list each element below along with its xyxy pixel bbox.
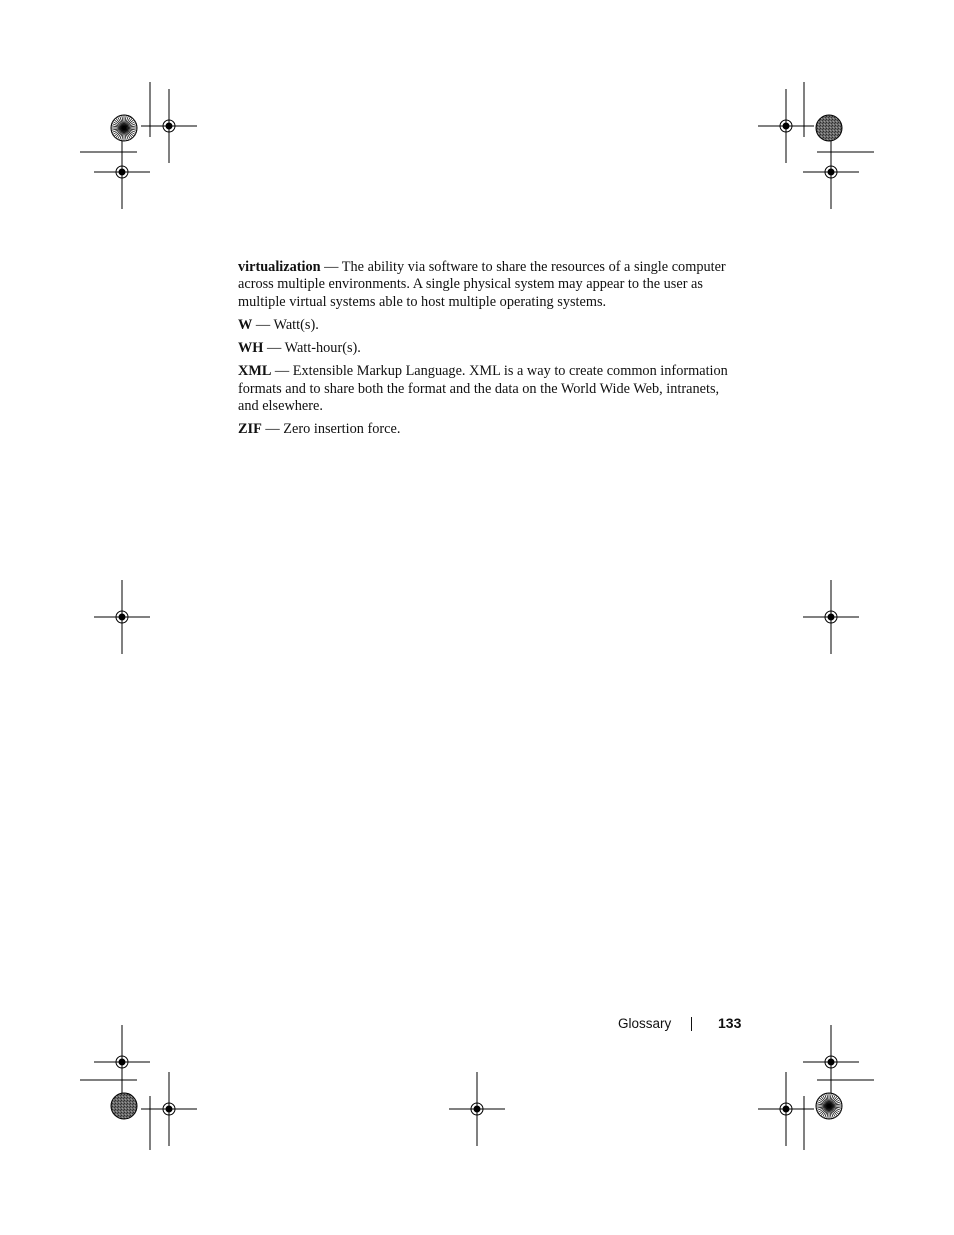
registration-target-dot	[828, 169, 834, 175]
glossary-term: WH	[238, 340, 264, 357]
registration-target-dot	[119, 169, 125, 175]
footer-section-label: Glossary	[618, 1016, 672, 1031]
glossary-entry-wh	[238, 340, 738, 357]
page-footer	[590, 1014, 742, 1036]
glossary-definition: — Watt(s).	[252, 316, 319, 333]
glossary-content	[238, 259, 738, 445]
registration-target-dot	[783, 1106, 789, 1112]
glossary-term: virtualization	[238, 259, 321, 275]
registration-grain-disc	[111, 1093, 137, 1119]
registration-grain-disc	[816, 115, 842, 141]
glossary-term: XML	[238, 363, 272, 380]
registration-target-dot	[119, 614, 125, 620]
registration-target-dot	[783, 123, 789, 129]
glossary-definition: — Zero insertion force.	[261, 421, 401, 438]
footer-divider	[691, 1017, 692, 1031]
glossary-definition: — Extensible Markup Language. XML is a way to create common information formats and to share both the format and the data on the World Wide Web, intranets, and elsewhere.	[238, 363, 728, 415]
glossary-entry-zif	[238, 421, 738, 438]
registration-target-dot	[166, 123, 172, 129]
registration-target-dot	[828, 1059, 834, 1065]
registration-target-dot	[474, 1106, 480, 1112]
glossary-term: ZIF	[238, 421, 262, 438]
glossary-term: W	[238, 316, 253, 333]
glossary-entry-xml	[238, 363, 738, 415]
registration-target-dot	[166, 1106, 172, 1112]
glossary-definition: — Watt-hour(s).	[263, 340, 361, 357]
glossary-entry-w	[238, 317, 738, 334]
registration-target-dot	[828, 614, 834, 620]
glossary-definition: — The ability via software to share the resources of a single computer across multiple environments. A single physical system may appear to the user as multiple virtual systems able to host multiple operating systems.	[238, 259, 726, 310]
page-number: 133	[718, 1015, 742, 1031]
glossary-entry-virtualization	[238, 259, 738, 311]
registration-target-dot	[119, 1059, 125, 1065]
